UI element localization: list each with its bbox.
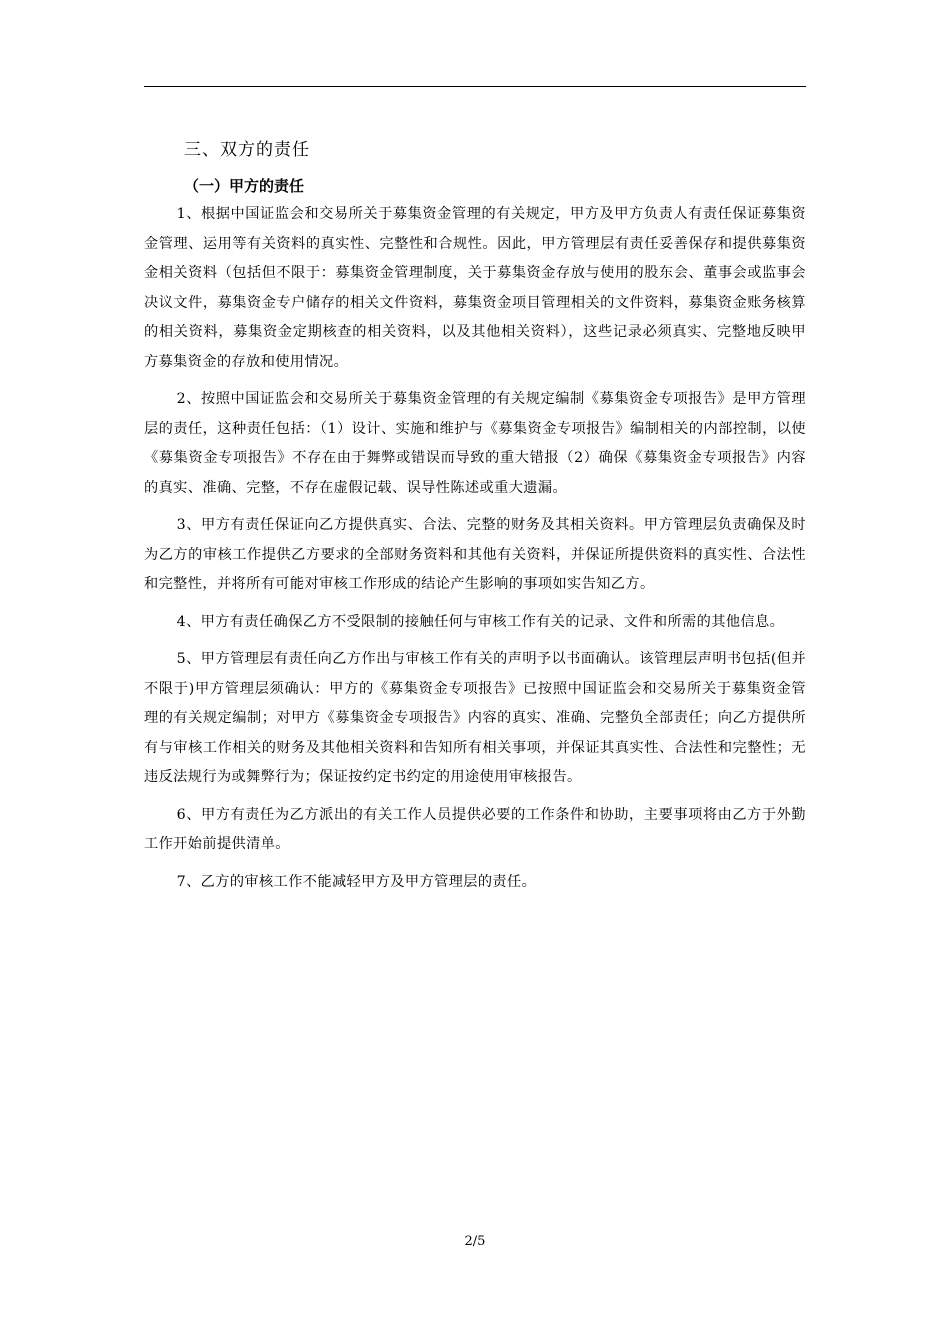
paragraph-5: 5、甲方管理层有责任向乙方作出与审核工作有关的声明予以书面确认。该管理层声明书包括(但并不限于)甲方管理层须确认：甲方的《募集资金专项报告》已按照中国证监会和交易所关于募集资金管理的有关规定编制；对甲方《募集资金专项报告》内容的真实、准确、完整负全部责任；向乙方提供所有与审核工作相关的财务及其他相关资料和告知所有相关事项，并保证其真实性、合法性和完整性；无违反法规行为或舞弊行为；保证按约定书约定的用途使用审核报告。 — [144, 651, 806, 785]
paragraph-2: 2、按照中国证监会和交易所关于募集资金管理的有关规定编制《募集资金专项报告》是甲方管理层的责任，这种责任包括：（1）设计、实施和维护与《募集资金专项报告》编制相关的内部控制，以使《募集资金专项报告》不存在由于舞弊或错误而导致的重大错报（2）确保《募集资金专项报告》内容的真实、准确、完整，不存在虚假记载、误导性陈述或重大遗漏。 — [144, 391, 806, 496]
paragraph-1: 1、根据中国证监会和交易所关于募集资金管理的有关规定，甲方及甲方负责人有责任保证募集资金管理、运用等有关资料的真实性、完整性和合规性。因此，甲方管理层有责任妥善保存和提供募集资金相关资料（包括但不限于：募集资金管理制度，关于募集资金存放与使用的股东会、董事会或监事会决议文件，募集资金专户储存的相关文件资料，募集资金项目管理相关的文件资料，募集资金账务核算的相关资料，募集资金定期核查的相关资料，以及其他相关资料），这些记录必须真实、完整地反映甲方募集资金的存放和使用情况。 — [144, 206, 806, 370]
paragraph-4: 4、甲方有责任确保乙方不受限制的接触任何与审核工作有关的记录、文件和所需的其他信息。 — [176, 613, 785, 630]
paragraph-7: 7、乙方的审核工作不能减轻甲方及甲方管理层的责任。 — [176, 873, 537, 890]
section-title: 三、双方的责任 — [184, 140, 310, 160]
header-rule — [144, 86, 806, 87]
paragraph-6: 6、甲方有责任为乙方派出的有关工作人员提供必要的工作条件和协助，主要事项将由乙方于外勤工作开始前提供清单。 — [144, 806, 806, 852]
document-body — [144, 130, 806, 905]
paragraph-3: 3、甲方有责任保证向乙方提供真实、合法、完整的财务及其相关资料。甲方管理层负责确保及时为乙方的审核工作提供乙方要求的全部财务资料和其他有关资料，并保证所提供资料的真实性、合法性和完整性，并将所有可能对审核工作形成的结论产生影响的事项如实告知乙方。 — [144, 517, 806, 592]
page-number: 2/5 — [464, 1234, 486, 1249]
subsection-title: （一）甲方的责任 — [184, 177, 305, 195]
